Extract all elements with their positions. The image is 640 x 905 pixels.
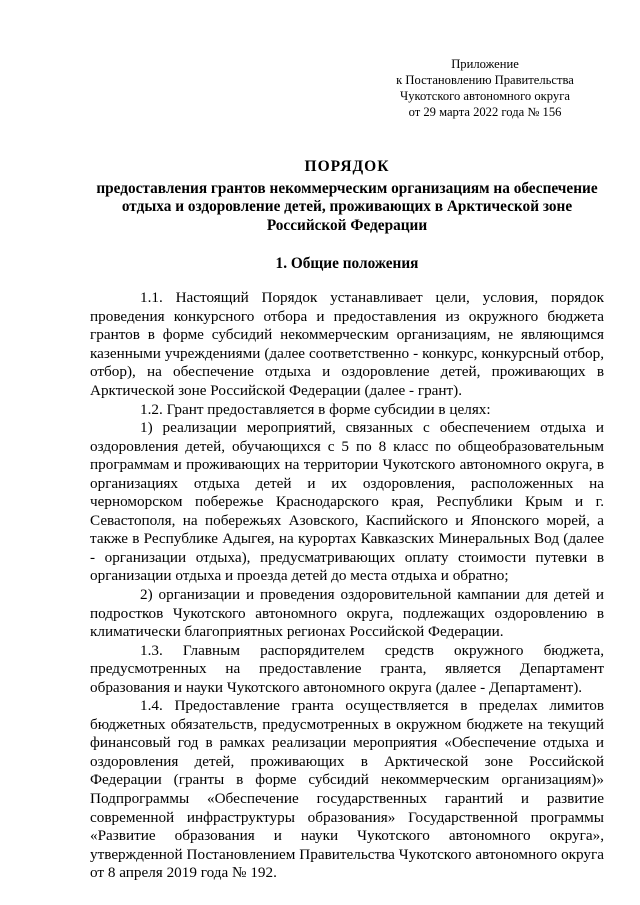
paragraph-1-1: 1.1. Настоящий Порядок устанавливает цели, условия, порядок проведения конкурсного отбора и предоставления из окружного бюджета грантов в форме субсидий некоммерческим организациям, не являющимся казенными учреждениями (далее соответственно - конкурс, конкурсный отбор, отбор), на обеспечение отдыха и оздоровление детей, проживающих в Арктической зоне Российской Федерации (далее - грант). [90, 289, 604, 399]
appendix-header [366, 56, 604, 120]
paragraph-1-2-item-2: 2) организации и проведения оздоровительной кампании для детей и подростков Чукотского автономного округа, подлежащих оздоровлению в климатически благоприятных регионах Российской Федерации. [90, 585, 604, 641]
paragraph-1-3: 1.3. Главным распорядителем средств окружного бюджета, предусмотренных на предоставление гранта, является Департамент образования и науки Чукотского автономного округа (далее - Департамент). [90, 641, 604, 696]
appendix-line: от 29 марта 2022 года № 156 [408, 105, 562, 119]
document-subtitle: предоставления грантов некоммерческим организациям на обеспечение отдыха и оздоровление детей, проживающих в Арктической зоне Российской Федерации [96, 180, 598, 234]
section-heading: 1. Общие положения [275, 255, 419, 273]
document-page [90, 56, 604, 883]
paragraph-1-2-item-1: 1) реализации мероприятий, связанных с обеспечением отдыха и оздоровления детей, обучающихся с 5 по 8 класс по общеобразовательным программам и проживающих на территории Чукотского автономного округа, в организациях отдыха детей и их оздоровления, расположенных на черноморском побережье Краснодарского края, Республики Крым и г. Севастополя, на побережьях Азовского, Каспийского и Японского морей, а также в Республике Адыгея, на курортах Кавказских Минеральных Вод (далее - организации отдыха), предусматривающих оплату стоимости путевки в организации отдыха и проезда детей до места отдыха и обратно; [90, 419, 604, 585]
appendix-line: Чукотского автономного округа [400, 89, 570, 103]
appendix-line: к Постановлению Правительства [396, 73, 574, 87]
paragraph-1-4: 1.4. Предоставление гранта осуществляется в пределах лимитов бюджетных обязательств, предусмотренных в окружном бюджете на текущий финансовый год в рамках реализации мероприятия «Обеспечение отдыха и оздоровления детей, проживающих в Арктической зоне Российской Федерации (гранты в форме субсидий некоммерческим организациям)» Подпрограммы «Обеспечение государственных гарантий и развитие современной инфраструктуры образования» Государственной программы «Развитие образования и науки Чукотского автономного округа», утвержденной Постановлением Правительства Чукотского автономного округа от 8 апреля 2019 года № 192. [90, 697, 604, 882]
document-title: ПОРЯДОК [304, 158, 390, 175]
appendix-line: Приложение [451, 57, 519, 71]
paragraph-1-2: 1.2. Грант предоставляется в форме субсидии в целях: [140, 400, 491, 418]
